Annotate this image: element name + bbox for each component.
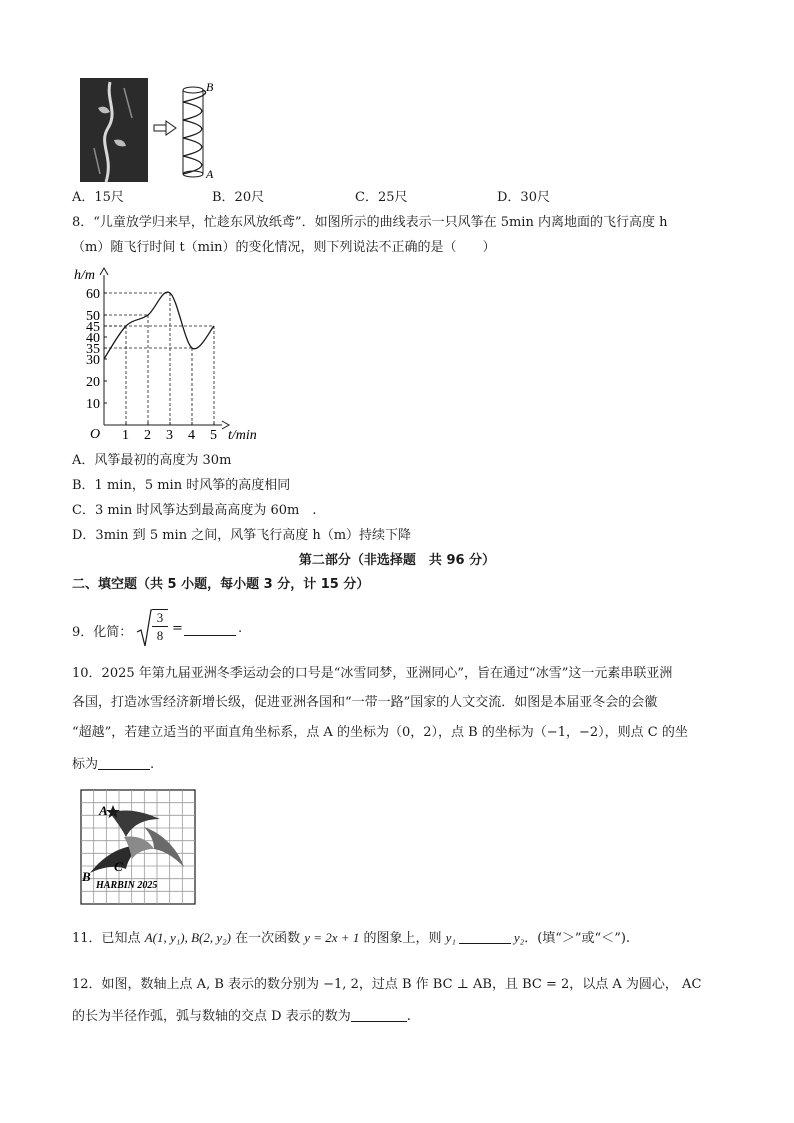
q8-stem-line2: （m）随飞行时间 t（min）的变化情况，则下列说法不正确的是（ ）: [72, 240, 496, 255]
q7-option-c: C．25尺: [355, 190, 408, 205]
kite-height-curve: [104, 292, 214, 359]
q11-prefix: 11．已知点: [72, 931, 145, 946]
q8-stem-line1: 8．“儿童放学归来早，忙趁东风放纸鸢”．如图所示的曲线表示一只风筝在 5min 内离地面的飞行高度 h: [72, 215, 668, 230]
sqrt-sign: [136, 608, 152, 648]
q10-line4-suffix: .: [150, 757, 155, 772]
q9-denominator: 8: [156, 628, 164, 643]
q11-suffix: ．(填“＞”或“＜”).: [524, 931, 631, 946]
cylinder-label-b: B: [206, 80, 214, 94]
q9-equals: =: [172, 621, 183, 636]
q11-y2: y₂: [513, 930, 525, 945]
q7-figure: [80, 78, 240, 184]
q10-line4-prefix: 标为: [72, 757, 99, 772]
logo-text: HARBIN 2025: [96, 880, 158, 891]
q7-option-d: D．30尺: [497, 190, 550, 205]
y-tick-label-10: 10: [86, 397, 100, 412]
logo-label-b: B: [82, 869, 91, 884]
q11-y1: y₁: [445, 930, 456, 945]
cylinder-label-a: A: [206, 167, 214, 181]
games-logo-grid: [80, 789, 196, 905]
q12-line1: 12．如图，数轴上点 A, B 表示的数分别为 −1, 2，过点 B 作 BC ⊥ AB，且 BC = 2，以点 A 为圆心， AC: [72, 977, 702, 992]
q7-figure-svg: [80, 78, 240, 184]
q11-answer-blank[interactable]: [459, 929, 511, 944]
chart-guides: [104, 293, 214, 425]
section2-title: 二、填空题（共 5 小题，每小题 3 分，计 15 分）: [72, 577, 370, 592]
x-tick-label-1: 1: [122, 428, 129, 443]
q11-after-fn: 的图象上，则: [359, 931, 446, 946]
q9-numerator: 3: [152, 610, 168, 627]
x-tick-label-2: 2: [144, 428, 151, 443]
logo-label-a: A: [99, 803, 108, 818]
origin-label: O: [90, 427, 101, 442]
y-tick-label-30: 30: [86, 353, 100, 368]
logo-label-c: C: [114, 859, 123, 874]
q8-option-c: C．3 min 时风筝达到最高高度为 60m .: [72, 503, 317, 518]
x-axis-label: t/min: [228, 428, 257, 443]
q8-chart: [64, 263, 274, 443]
q9-answer-blank[interactable]: [184, 621, 236, 636]
y-tick-label-20: 20: [86, 375, 100, 390]
arrow-icon: [154, 121, 176, 135]
vine-photo: [80, 78, 148, 182]
kite-height-chart: [64, 263, 274, 443]
q11-middle: 在一次函数: [230, 931, 305, 946]
cylinder: [183, 87, 206, 177]
y-tick-label-45: 45: [86, 320, 100, 335]
q11-points: A(1, y₁), B(2, y₂): [144, 930, 231, 945]
q10-line1: 10．2025 年第九届亚洲冬季运动会的口号是“冰雪同梦，亚洲同心”，旨在通过“冰雪”这一元素串联亚洲: [72, 666, 673, 681]
q10-line4: [72, 755, 154, 774]
y-tick-label-40: 40: [86, 331, 100, 346]
x-tick-label-5: 5: [210, 428, 217, 443]
q7-option-a: A．15尺: [72, 190, 124, 205]
q9-fraction: [152, 609, 168, 645]
q8-option-b: B．1 min，5 min 时风筝的高度相同: [72, 478, 291, 493]
y-axis-arrow: [100, 268, 108, 275]
q8-option-a: A．风筝最初的高度为 30m: [72, 453, 232, 468]
q7-option-b: B．20尺: [212, 190, 265, 205]
q12-answer-blank[interactable]: [351, 1007, 407, 1022]
y-axis-label: h/m: [74, 268, 95, 283]
x-tick-label-3: 3: [166, 428, 173, 443]
q11-function: y = 2x + 1: [304, 930, 360, 945]
q9-suffix: .: [238, 621, 243, 636]
y-tick-label-50: 50: [86, 309, 100, 324]
q9-prefix: 9．化简：: [72, 625, 133, 640]
q11: [72, 929, 630, 948]
q12-line2-prefix: 的长为半径作弧，弧与数轴的交点 D 表示的数为: [72, 1009, 351, 1024]
q10-line2: 各国，打造冰雪经济新增长级，促进亚洲各国和“一带一路”国家的人文交流．如图是本届亚冬会的会徽: [72, 695, 658, 710]
q12-line2-suffix: .: [406, 1009, 411, 1024]
q10-figure: [80, 789, 196, 905]
q12-line2: [72, 1007, 411, 1026]
q10-answer-blank[interactable]: [98, 755, 150, 770]
q10-line3: “超越”，若建立适当的平面直角坐标系，点 A 的坐标为（0，2），点 B 的坐标为（−1，−2），则点 C 的坐: [72, 725, 688, 740]
part2-title: 第二部分（非选择题 共 96 分）: [298, 553, 496, 568]
y-tick-label-60: 60: [86, 287, 100, 302]
q8-option-d: D．3min 到 5 min 之间，风筝飞行高度 h（m）持续下降: [72, 528, 412, 543]
x-tick-label-4: 4: [188, 428, 195, 443]
y-tick-label-35: 35: [86, 342, 100, 357]
